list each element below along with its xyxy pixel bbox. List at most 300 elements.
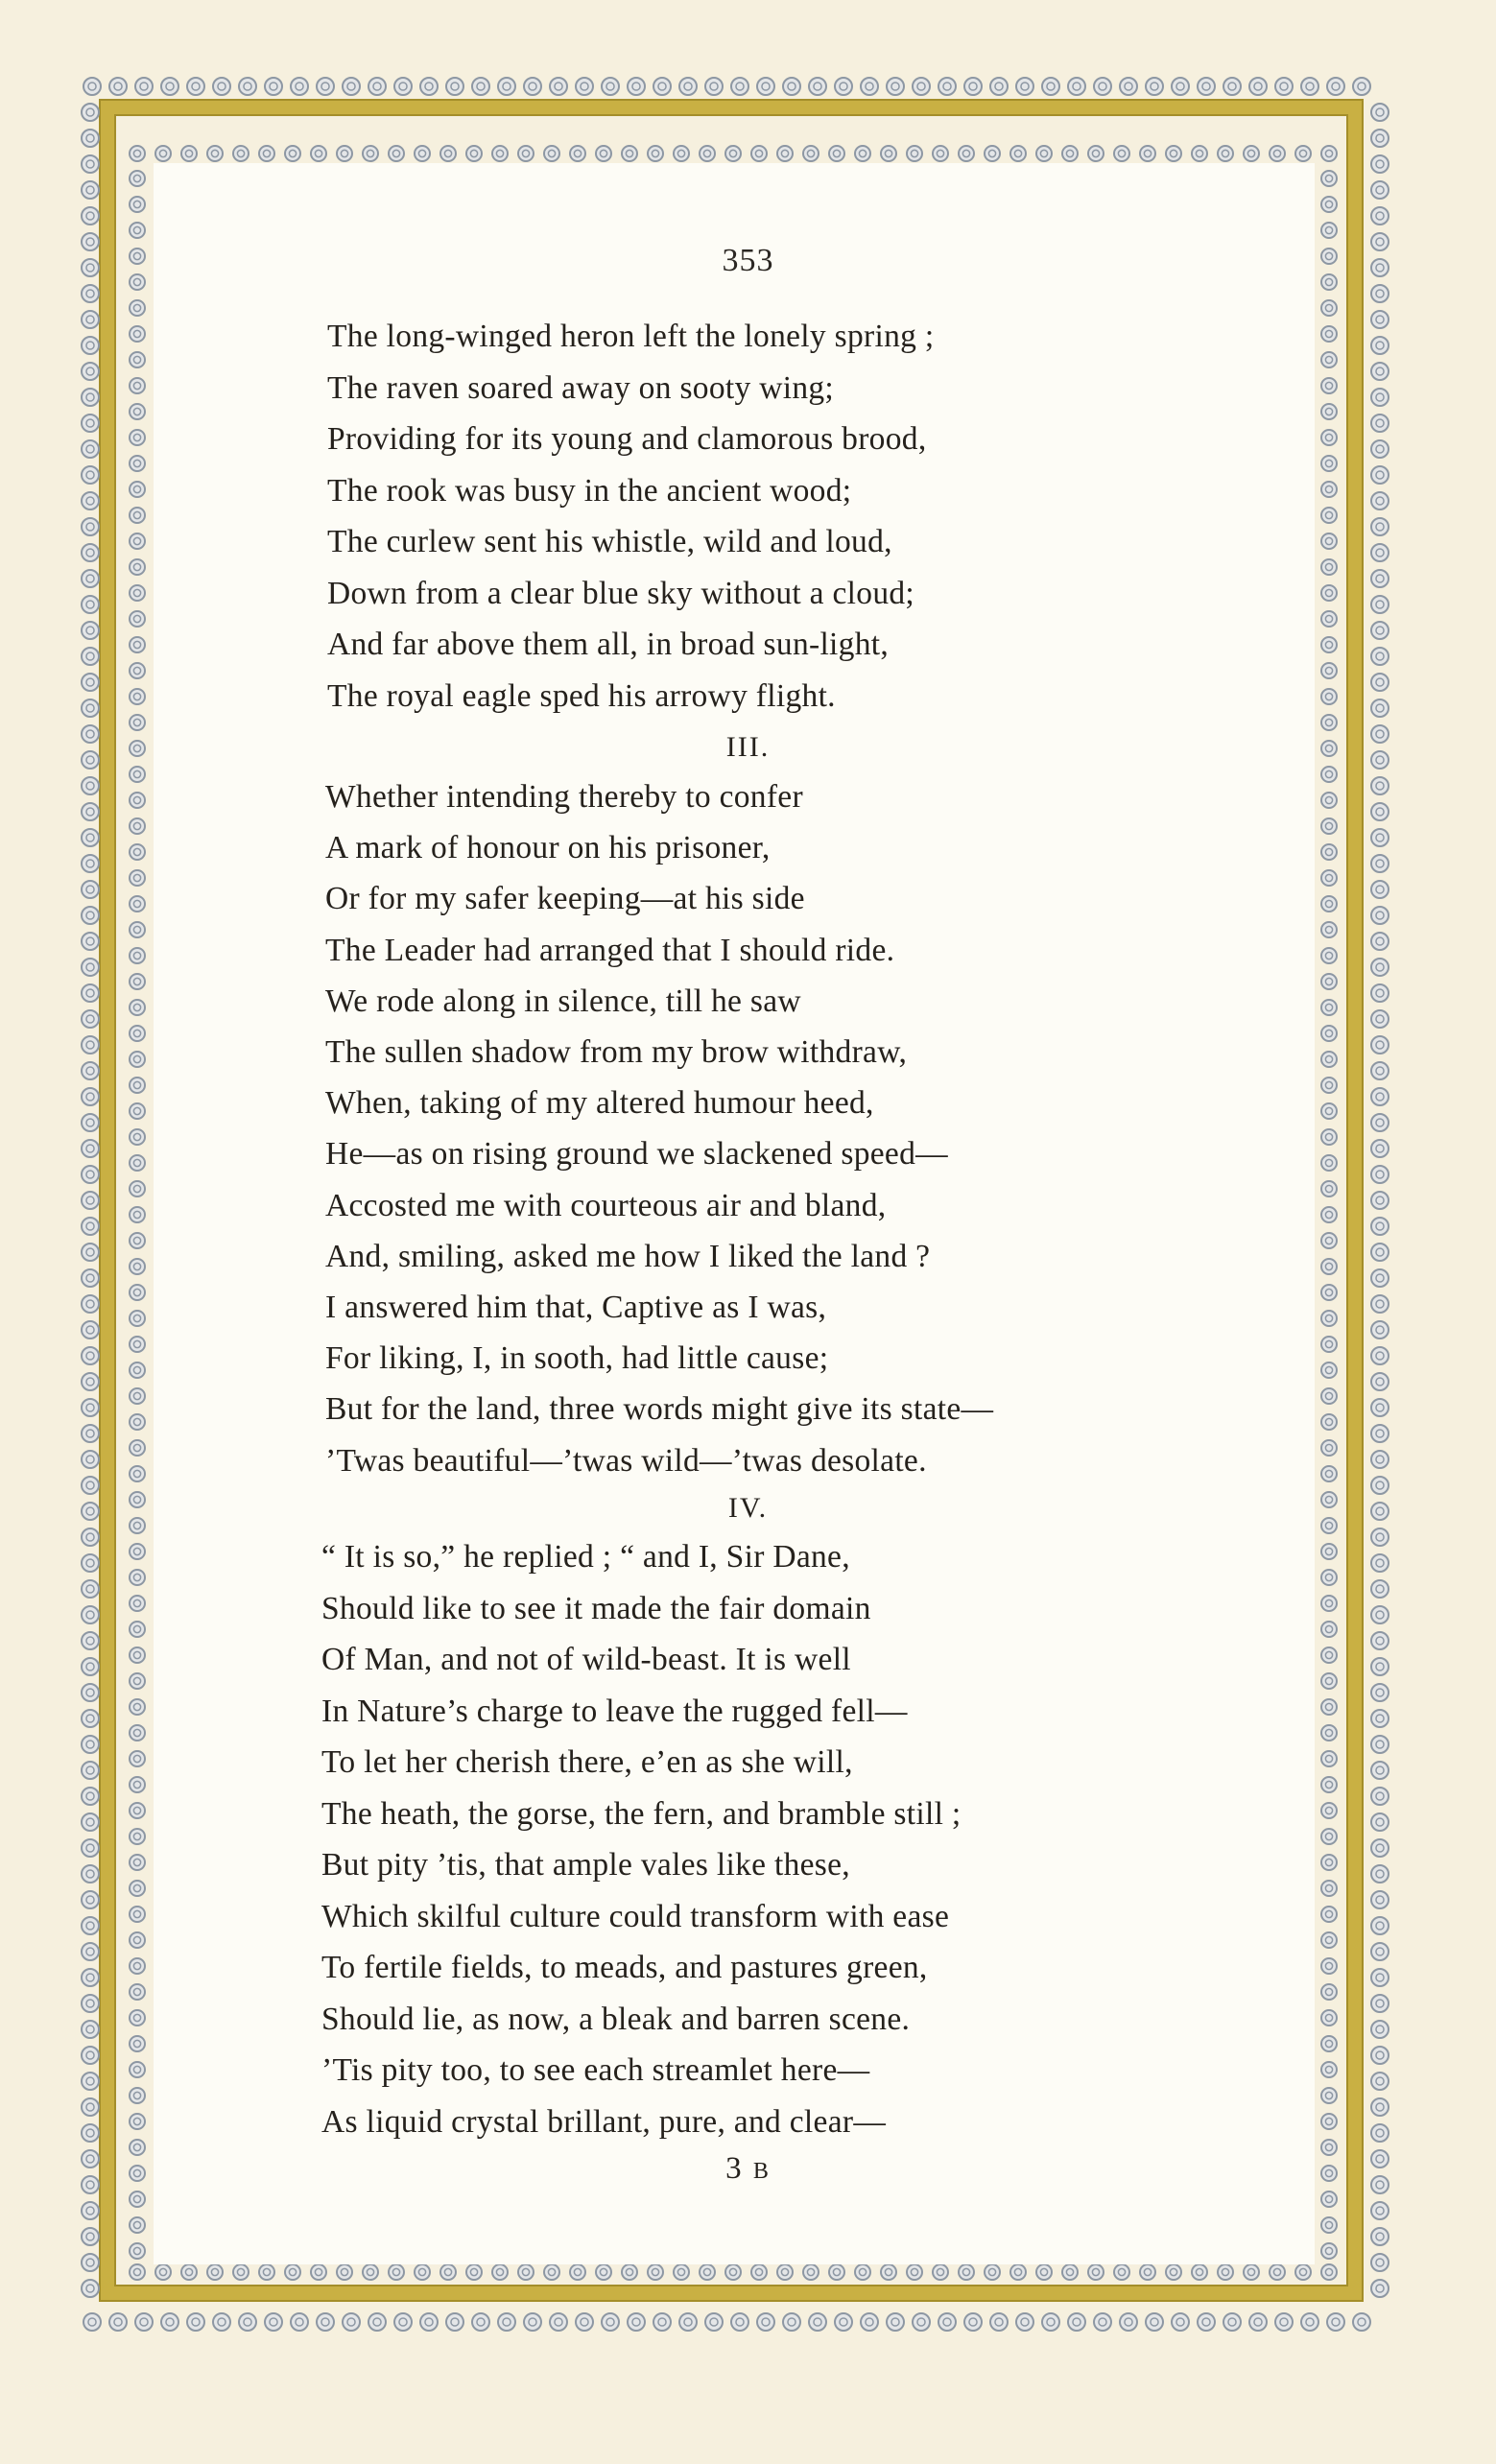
- rosette-ornament: [82, 1218, 99, 1235]
- rosette-ornament: [524, 78, 541, 95]
- rosette-ornament: [130, 1803, 145, 1818]
- rosette-ornament: [130, 1855, 145, 1870]
- rosette-ornament: [82, 2202, 99, 2219]
- rosette-ornament: [130, 870, 145, 886]
- rosette-ornament: [777, 146, 793, 161]
- rosette-ornament: [1321, 2192, 1337, 2207]
- rosette-ornament: [109, 2313, 127, 2331]
- rosette-ornament: [82, 1269, 99, 1287]
- rosette-ornament: [1321, 818, 1337, 834]
- rosette-ornament: [809, 78, 826, 95]
- verse-line: Down from a clear blue sky without a cloud;: [327, 575, 915, 611]
- rosette-ornament: [1371, 363, 1389, 380]
- rosette-ornament: [1114, 2264, 1129, 2280]
- rosette-ornament: [446, 2313, 463, 2331]
- rosette-ornament: [82, 1684, 99, 1701]
- rosette-ornament: [1321, 1907, 1337, 1922]
- rosette-ornament: [1371, 1373, 1389, 1390]
- verse-line: But pity ’tis, that ample vales like these,: [321, 1847, 850, 1883]
- rosette-ornament: [82, 959, 99, 976]
- rosette-ornament: [130, 2243, 145, 2259]
- rosette-ornament: [130, 1285, 145, 1300]
- rosette-ornament: [233, 2264, 249, 2280]
- rosette-ornament: [82, 881, 99, 898]
- rosette-ornament: [82, 1347, 99, 1364]
- rosette-ornament: [1172, 78, 1189, 95]
- rosette-ornament: [1321, 974, 1337, 989]
- verse-line: We rode along in silence, till he saw: [325, 983, 801, 1019]
- rosette-ornament: [1321, 2036, 1337, 2051]
- verse-line: ’Tis pity too, to see each streamlet here—: [321, 2052, 870, 2088]
- rosette-ornament: [1371, 1166, 1389, 1183]
- rosette-ornament: [1321, 1466, 1337, 1481]
- rosette-ornament: [1371, 959, 1389, 976]
- rosette-ornament: [130, 844, 145, 860]
- rosette-ornament: [550, 78, 567, 95]
- rosette-ornament: [1321, 1984, 1337, 2000]
- rosette-ornament: [1321, 146, 1337, 161]
- rosette-ornament: [187, 78, 204, 95]
- rosette-ornament: [1371, 881, 1389, 898]
- rosette-ornament: [130, 2088, 145, 2103]
- verse-line: Should like to see it made the fair domain: [321, 1590, 871, 1626]
- rosette-ornament: [82, 466, 99, 484]
- rosette-ornament: [181, 146, 197, 161]
- rosette-ornament: [913, 2313, 930, 2331]
- rosette-ornament: [1321, 1544, 1337, 1559]
- rosette-ornament: [1371, 2202, 1389, 2219]
- rosette-ornament: [82, 1451, 99, 1468]
- rosette-ornament: [809, 2313, 826, 2331]
- rosette-ornament: [1371, 1010, 1389, 1028]
- rosette-ornament: [602, 78, 619, 95]
- rosette-ornament: [835, 78, 852, 95]
- rosette-ornament: [130, 896, 145, 912]
- rosette-ornament: [1249, 78, 1267, 95]
- rosette-ornament: [161, 78, 178, 95]
- rosette-ornament: [1321, 2243, 1337, 2259]
- rosette-ornament: [1371, 518, 1389, 535]
- rosette-ornament: [130, 378, 145, 393]
- rosette-ornament: [311, 146, 326, 161]
- rosette-ornament: [1371, 674, 1389, 691]
- rosette-ornament: [1321, 1622, 1337, 1637]
- rosette-ornament: [1371, 1451, 1389, 1468]
- rosette-ornament: [1321, 1596, 1337, 1611]
- rosette-ornament: [130, 715, 145, 730]
- rosette-ornament: [130, 793, 145, 808]
- rosette-ornament: [1371, 1865, 1389, 1883]
- rosette-ornament: [265, 78, 282, 95]
- rosette-ornament: [1321, 2217, 1337, 2233]
- rosette-ornament: [82, 1062, 99, 1079]
- rosette-ornament: [82, 648, 99, 665]
- rosette-ornament: [861, 2313, 878, 2331]
- rosette-ornament: [82, 933, 99, 950]
- rosette-ornament: [705, 78, 723, 95]
- rosette-ornament: [492, 2264, 508, 2280]
- rosette-ornament: [1371, 1762, 1389, 1779]
- rosette-ornament: [420, 78, 438, 95]
- rosette-ornament: [472, 78, 489, 95]
- rosette-ornament: [1295, 2264, 1311, 2280]
- rosette-ornament: [1371, 855, 1389, 872]
- rosette-ornament: [82, 855, 99, 872]
- rosette-ornament: [1321, 2264, 1337, 2280]
- rosette-ornament: [135, 2313, 153, 2331]
- rosette-ornament: [130, 1000, 145, 1015]
- rosette-ornament: [82, 2098, 99, 2116]
- rosette-ornament: [130, 1673, 145, 1689]
- rosette-ornament: [291, 2313, 308, 2331]
- rosette-ornament: [576, 2313, 593, 2331]
- rosette-ornament: [1371, 440, 1389, 458]
- rosette-ornament: [622, 146, 637, 161]
- rosette-ornament: [1371, 570, 1389, 587]
- verse-line: The royal eagle sped his arrowy flight.: [327, 677, 836, 714]
- rosette-ornament: [757, 78, 774, 95]
- rosette-ornament: [82, 2021, 99, 2038]
- rosette-ornament: [207, 146, 223, 161]
- rosette-ornament: [1371, 1062, 1389, 1079]
- rosette-ornament: [1371, 311, 1389, 328]
- rosette-ornament: [1321, 1414, 1337, 1430]
- rosette-ornament: [130, 1181, 145, 1196]
- rosette-ornament: [1062, 146, 1078, 161]
- rosette-ornament: [1042, 78, 1059, 95]
- rosette-ornament: [207, 2264, 223, 2280]
- rosette-ornament: [1371, 1192, 1389, 1209]
- rosette-ornament: [389, 2264, 404, 2280]
- rosette-ornament: [82, 1710, 99, 1727]
- rosette-ornament: [1371, 1788, 1389, 1805]
- verse-line: The heath, the gorse, the fern, and bramble still ;: [321, 1795, 962, 1832]
- rosette-ornament: [82, 492, 99, 509]
- rosette-ornament: [82, 2073, 99, 2090]
- rosette-ornament: [1172, 2313, 1189, 2331]
- rosette-ornament: [82, 777, 99, 794]
- rosette-ornament: [1301, 78, 1318, 95]
- rosette-ornament: [731, 78, 748, 95]
- rosette-ornament: [855, 146, 870, 161]
- rosette-ornament: [1371, 1917, 1389, 1934]
- rosette-ornament: [985, 2264, 1000, 2280]
- rosette-ornament: [1371, 1088, 1389, 1105]
- rosette-ornament: [259, 2264, 274, 2280]
- rosette-ornament: [233, 146, 249, 161]
- rosette-ornament: [161, 2313, 178, 2331]
- rosette-ornament: [1371, 415, 1389, 432]
- rosette-ornament: [1371, 2073, 1389, 2090]
- rosette-ornament: [1301, 2313, 1318, 2331]
- rosette-ornament: [1094, 2313, 1111, 2331]
- rosette-ornament: [130, 1544, 145, 1559]
- verse-line: Of Man, and not of wild-beast. It is well: [321, 1642, 851, 1677]
- rosette-ornament: [1094, 78, 1111, 95]
- rosette-ornament: [1016, 2313, 1033, 2331]
- rosette-ornament: [648, 2264, 663, 2280]
- rosette-ornament: [1371, 622, 1389, 639]
- rosette-ornament: [1321, 482, 1337, 497]
- rosette-ornament: [440, 146, 456, 161]
- rosette-ornament: [130, 1725, 145, 1741]
- rosette-ornament: [1321, 1855, 1337, 1870]
- rosette-ornament: [1321, 637, 1337, 652]
- rosette-ornament: [751, 146, 767, 161]
- rosette-ornament: [1321, 948, 1337, 963]
- verse-line: To fertile fields, to meads, and pastures green,: [321, 1950, 928, 1985]
- rosette-ornament: [130, 1751, 145, 1766]
- rosette-ornament: [648, 146, 663, 161]
- rosette-ornament: [1321, 1181, 1337, 1196]
- rosette-ornament: [1371, 544, 1389, 561]
- rosette-ornament: [1371, 1995, 1389, 2012]
- rosette-ornament: [130, 430, 145, 445]
- rosette-ornament: [1088, 146, 1104, 161]
- rosette-ornament: [1371, 1244, 1389, 1261]
- rosette-ornament: [239, 2313, 256, 2331]
- rosette-ornament: [1321, 1207, 1337, 1222]
- rosette-ornament: [1327, 78, 1344, 95]
- rosette-ornament: [1371, 1347, 1389, 1364]
- rosette-ornament: [1371, 777, 1389, 794]
- rosette-ornament: [1353, 78, 1370, 95]
- rosette-ornament: [1321, 1078, 1337, 1093]
- rosette-ornament: [1371, 1658, 1389, 1675]
- rosette-ornament: [1321, 2062, 1337, 2077]
- rosette-ornament: [596, 2264, 611, 2280]
- verse-line: He—as on rising ground we slackened speed—: [325, 1136, 948, 1173]
- rosette-ornament: [130, 404, 145, 419]
- rosette-ornament: [1371, 1943, 1389, 1960]
- rosette-ornament: [783, 2313, 800, 2331]
- rosette-ornament: [82, 311, 99, 328]
- rosette-ornament: [933, 146, 948, 161]
- rosette-ornament: [933, 2264, 948, 2280]
- stanza-numeral-iii: III.: [725, 731, 771, 763]
- verse-line: And far above them all, in broad sun-light,: [327, 627, 890, 662]
- rosette-ornament: [881, 146, 896, 161]
- rosette-ornament: [130, 1777, 145, 1792]
- rosette-ornament: [82, 1321, 99, 1339]
- rosette-ornament: [1321, 1259, 1337, 1274]
- rosette-ornament: [82, 1528, 99, 1546]
- rosette-ornament: [82, 1580, 99, 1598]
- rosette-ornament: [1371, 1528, 1389, 1546]
- rosette-ornament: [130, 1337, 145, 1352]
- rosette-ornament: [82, 1995, 99, 2012]
- rosette-ornament: [751, 2264, 767, 2280]
- rosette-ornament: [1371, 2098, 1389, 2116]
- verse-line: A mark of honour on his prisoner,: [325, 830, 771, 866]
- verse-line: Providing for its young and clamorous brood,: [327, 421, 927, 457]
- rosette-ornament: [1371, 130, 1389, 147]
- rosette-ornament: [130, 1026, 145, 1041]
- rosette-ornament: [725, 146, 741, 161]
- rosette-ornament: [130, 1699, 145, 1715]
- rosette-ornament: [415, 2264, 430, 2280]
- rosette-ornament: [985, 146, 1000, 161]
- rosette-ornament: [835, 2313, 852, 2331]
- rosette-ornament: [959, 2264, 974, 2280]
- rosette-ornament: [1321, 1751, 1337, 1766]
- rosette-ornament: [1371, 2280, 1389, 2297]
- rosette-ornament: [1140, 146, 1155, 161]
- rosette-ornament: [1321, 1285, 1337, 1300]
- rosette-ornament: [990, 2313, 1008, 2331]
- rosette-ornament: [1371, 1114, 1389, 1131]
- signature-letter: B: [752, 2159, 771, 2184]
- rosette-ornament: [82, 1140, 99, 1157]
- rosette-ornament: [1321, 1777, 1337, 1792]
- rosette-ornament: [82, 285, 99, 302]
- rosette-ornament: [130, 1233, 145, 1248]
- verse-line: Whether intending thereby to confer: [325, 779, 803, 815]
- rosette-ornament: [130, 1388, 145, 1404]
- rosette-ornament: [337, 146, 352, 161]
- rosette-ornament: [82, 155, 99, 173]
- rosette-ornament: [1321, 2114, 1337, 2129]
- rosette-ornament: [628, 78, 645, 95]
- rosette-ornament: [82, 1762, 99, 1779]
- rosette-ornament: [1371, 2228, 1389, 2245]
- rosette-ornament: [990, 78, 1008, 95]
- rosette-ornament: [1371, 1969, 1389, 1986]
- rosette-ornament: [155, 2264, 171, 2280]
- rosette-ornament: [82, 2124, 99, 2142]
- rosette-ornament: [82, 415, 99, 432]
- rosette-ornament: [1321, 793, 1337, 808]
- rosette-ornament: [1371, 1736, 1389, 1753]
- rosette-ornament: [130, 1311, 145, 1326]
- rosette-ornament: [82, 104, 99, 121]
- rosette-ornament: [368, 2313, 386, 2331]
- rosette-ornament: [524, 2313, 541, 2331]
- rosette-ornament: [1321, 1699, 1337, 1715]
- rosette-ornament: [498, 2313, 515, 2331]
- rosette-ornament: [82, 1554, 99, 1572]
- rosette-ornament: [130, 1570, 145, 1585]
- rosette-ornament: [700, 146, 715, 161]
- rosette-ornament: [1371, 1140, 1389, 1157]
- rosette-ornament: [466, 2264, 482, 2280]
- rosette-ornament: [1371, 181, 1389, 199]
- rosette-ornament: [1166, 2264, 1181, 2280]
- rosette-ornament: [82, 984, 99, 1002]
- rosette-ornament: [1088, 2264, 1104, 2280]
- rosette-ornament: [1275, 2313, 1293, 2331]
- rosette-ornament: [82, 1425, 99, 1442]
- rosette-ornament: [130, 1907, 145, 1922]
- rosette-ornament: [1321, 1881, 1337, 1896]
- rosette-ornament: [82, 1658, 99, 1675]
- rosette-ornament: [1371, 1554, 1389, 1572]
- verse-line: The long-winged heron left the lonely spring ;: [327, 319, 935, 354]
- rosette-ornament: [1321, 689, 1337, 704]
- rosette-ornament: [1321, 1725, 1337, 1741]
- verse-line: The raven soared away on sooty wing;: [327, 369, 835, 406]
- rosette-ornament: [1166, 146, 1181, 161]
- rosette-ornament: [492, 146, 508, 161]
- rosette-ornament: [803, 2264, 819, 2280]
- rosette-ornament: [1321, 1829, 1337, 1844]
- rosette-ornament: [887, 78, 904, 95]
- rosette-ornament: [1371, 155, 1389, 173]
- rosette-ornament: [82, 1839, 99, 1857]
- rosette-ornament: [1321, 1932, 1337, 1948]
- rosette-ornament: [1321, 197, 1337, 212]
- rosette-ornament: [213, 2313, 230, 2331]
- rosette-ornament: [1371, 104, 1389, 121]
- rosette-ornament: [82, 2254, 99, 2271]
- rosette-ornament: [82, 829, 99, 846]
- rosette-ornament: [725, 2264, 741, 2280]
- rosette-ornament: [1120, 78, 1137, 95]
- rosette-ornament: [82, 570, 99, 587]
- rosette-ornament: [757, 2313, 774, 2331]
- rosette-ornament: [938, 78, 956, 95]
- rosette-ornament: [82, 1166, 99, 1183]
- rosette-ornament: [1371, 1399, 1389, 1416]
- rosette-ornament: [653, 2313, 671, 2331]
- rosette-ornament: [1371, 648, 1389, 665]
- rosette-ornament: [130, 1932, 145, 1948]
- verse-line: Accosted me with courteous air and bland,: [325, 1187, 887, 1223]
- rosette-ornament: [777, 2264, 793, 2280]
- rosette-ornament: [1321, 2088, 1337, 2103]
- rosette-ornament: [130, 1440, 145, 1456]
- rosette-ornament: [1244, 146, 1259, 161]
- rosette-ornament: [82, 207, 99, 225]
- rosette-ornament: [731, 2313, 748, 2331]
- rosette-ornament: [1371, 2021, 1389, 2038]
- rosette-ornament: [959, 146, 974, 161]
- rosette-ornament: [1321, 378, 1337, 393]
- rosette-ornament: [570, 2264, 585, 2280]
- rosette-ornament: [82, 363, 99, 380]
- rosette-ornament: [472, 2313, 489, 2331]
- rosette-ornament: [130, 533, 145, 549]
- rosette-ornament: [343, 78, 360, 95]
- rosette-ornament: [82, 1373, 99, 1390]
- rosette-ornament: [1062, 2264, 1078, 2280]
- rosette-ornament: [1321, 1000, 1337, 1015]
- verse-line: Should lie, as now, a bleak and barren scene.: [321, 2001, 911, 2037]
- stanza-numeral-iv: IV.: [727, 1492, 769, 1524]
- rosette-ornament: [317, 2313, 334, 2331]
- rosette-ornament: [1321, 326, 1337, 342]
- rosette-ornament: [130, 352, 145, 367]
- rosette-ornament: [130, 1829, 145, 1844]
- rosette-ornament: [82, 1244, 99, 1261]
- rosette-ornament: [1321, 1337, 1337, 1352]
- rosette-ornament: [135, 78, 153, 95]
- rosette-ornament: [1371, 829, 1389, 846]
- rosette-ornament: [544, 2264, 559, 2280]
- rosette-ornament: [1140, 2264, 1155, 2280]
- rosette-ornament: [337, 2264, 352, 2280]
- rosette-ornament: [1371, 1580, 1389, 1598]
- rosette-ornament: [907, 2264, 922, 2280]
- rosette-ornament: [82, 544, 99, 561]
- rosette-ornament: [1321, 1958, 1337, 1974]
- verse-line: When, taking of my altered humour heed,: [325, 1085, 874, 1122]
- rosette-ornament: [130, 689, 145, 704]
- rosette-ornament: [130, 1259, 145, 1274]
- rosette-ornament: [1371, 1218, 1389, 1235]
- rosette-ornament: [1371, 1710, 1389, 1727]
- rosette-ornament: [83, 78, 101, 95]
